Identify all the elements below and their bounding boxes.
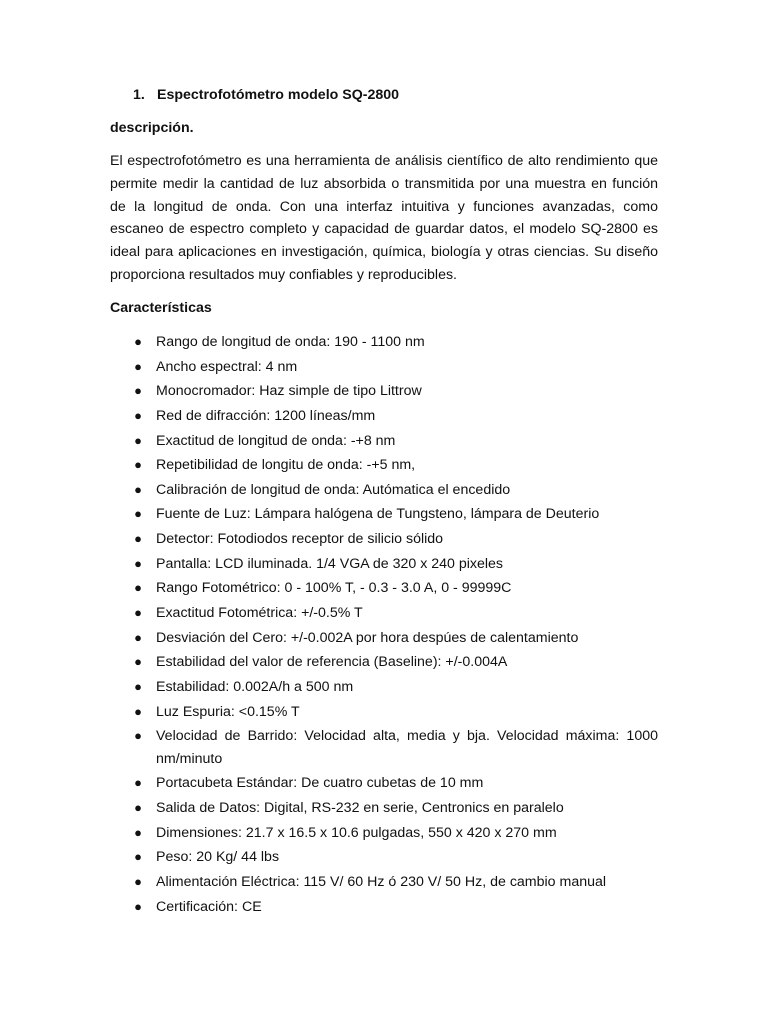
bullet-icon: ● — [134, 605, 142, 621]
list-item — [110, 577, 658, 600]
list-item — [110, 896, 658, 919]
list-item — [110, 772, 658, 795]
list-item — [110, 528, 658, 551]
bullet-icon: ● — [134, 358, 142, 374]
bullet-icon: ● — [134, 457, 142, 473]
bullet-icon: ● — [134, 703, 142, 719]
list-item — [110, 797, 658, 820]
list-item-text: Fuente de Luz: Lámpara halógena de Tungsteno, lámpara de Deuterio — [156, 506, 600, 523]
list-item — [110, 871, 658, 894]
list-item-text: Estabilidad del valor de referencia (Baseline): +/-0.004A — [156, 654, 508, 671]
bullet-icon: ● — [134, 506, 142, 522]
bullet-icon: ● — [134, 531, 142, 547]
features-label: Características — [110, 300, 212, 316]
bullet-icon: ● — [134, 334, 142, 349]
list-item — [110, 356, 658, 379]
list-item-text: Exactitud Fotométrica: +/-0.5% T — [156, 605, 363, 622]
bullet-icon: ● — [134, 407, 142, 423]
bullet-icon: ● — [134, 824, 142, 840]
bullet-icon: ● — [134, 775, 142, 791]
list-item — [110, 553, 658, 576]
list-item-text: Peso: 20 Kg/ 44 lbs — [156, 849, 280, 866]
list-item — [110, 627, 658, 650]
list-item — [110, 602, 658, 625]
list-item — [110, 380, 658, 403]
list-item-text: Salida de Datos: Digital, RS-232 en serie, Centronics en paralelo — [156, 800, 564, 817]
list-item-text: Ancho espectral: 4 nm — [156, 358, 298, 375]
list-item — [110, 701, 658, 724]
list-item-text: Portacubeta Estándar: De cuatro cubetas de 10 mm — [156, 775, 484, 792]
heading-title: Espectrofotómetro modelo SQ-2800 — [157, 87, 400, 103]
bullet-icon: ● — [134, 654, 142, 670]
list-item-text: Certificación: CE — [156, 898, 262, 915]
list-item — [110, 331, 658, 354]
list-item-text: Red de difracción: 1200 líneas/mm — [156, 407, 376, 424]
list-item — [110, 822, 658, 845]
list-item-text: Desviación del Cero: +/-0.002A por hora despúes de calentamiento — [156, 629, 579, 646]
list-item — [110, 676, 658, 699]
list-item — [110, 725, 658, 770]
list-item — [110, 454, 658, 477]
features-list — [110, 331, 658, 920]
list-item-text: Detector: Fotodiodos receptor de silicio sólido — [156, 531, 444, 548]
bullet-icon: ● — [134, 874, 142, 890]
description-label: descripción. — [110, 120, 194, 136]
bullet-icon: ● — [134, 432, 142, 448]
list-item-text: Exactitud de longitud de onda: -+8 nm — [156, 432, 396, 449]
list-item-text: Rango Fotométrico: 0 - 100% T, - 0.3 - 3.0 A, 0 - 99999C — [156, 580, 512, 597]
section-heading — [133, 86, 399, 104]
list-item-text: Calibración de longitud de onda: Autómatica el encedido — [156, 481, 511, 498]
list-item-text: Monocromador: Haz simple de tipo Littrow — [156, 383, 422, 400]
list-item — [110, 405, 658, 428]
bullet-icon: ● — [134, 580, 142, 596]
list-item — [110, 846, 658, 869]
list-item-text: Dimensiones: 21.7 x 16.5 x 10.6 pulgadas, 550 x 420 x 270 mm — [156, 824, 557, 841]
list-item-text: Alimentación Eléctrica: 115 V/ 60 Hz ó 230 V/ 50 Hz, de cambio manual — [156, 874, 607, 891]
bullet-icon: ● — [134, 678, 142, 694]
bullet-icon: ● — [134, 728, 142, 744]
heading-number: 1. — [133, 87, 145, 103]
bullet-icon: ● — [134, 849, 142, 865]
bullet-icon: ● — [134, 800, 142, 816]
list-item — [110, 430, 658, 453]
list-item-text: Luz Espuria: <0.15% T — [156, 703, 300, 720]
list-item — [110, 479, 658, 502]
list-item-text: Rango de longitud de onda: 190 - 1100 nm — [156, 334, 425, 350]
bullet-icon: ● — [134, 629, 142, 645]
bullet-icon: ● — [134, 898, 142, 914]
description-paragraph: El espectrofotómetro es una herramienta de análisis científico de alto rendimiento que permite medir la cantidad de luz absorbida o transmitida por una muestra en función de la longitud de onda. Con una interfaz intuitiva y funciones avanzadas, como escaneo de espectro completo y capacidad de guardar datos, el modelo SQ-2800 es ideal para aplicaciones en investigación, química, biología y otras ciencias. Su diseño proporciona resultados muy confiables y reproducibles. — [110, 153, 658, 283]
list-item-text: Repetibilidad de longitu de onda: -+5 nm, — [156, 457, 416, 474]
list-item — [110, 651, 658, 674]
bullet-icon: ● — [134, 555, 142, 571]
list-item-text: Velocidad de Barrido: Velocidad alta, media y bja. Velocidad máxima: 1000 nm/minuto — [156, 728, 658, 767]
list-item-text: Pantalla: LCD iluminada. 1/4 VGA de 320 x 240 pixeles — [156, 555, 504, 572]
list-item-text: Estabilidad: 0.002A/h a 500 nm — [156, 678, 354, 695]
bullet-icon: ● — [134, 481, 142, 497]
bullet-icon: ● — [134, 383, 142, 399]
list-item — [110, 503, 658, 526]
